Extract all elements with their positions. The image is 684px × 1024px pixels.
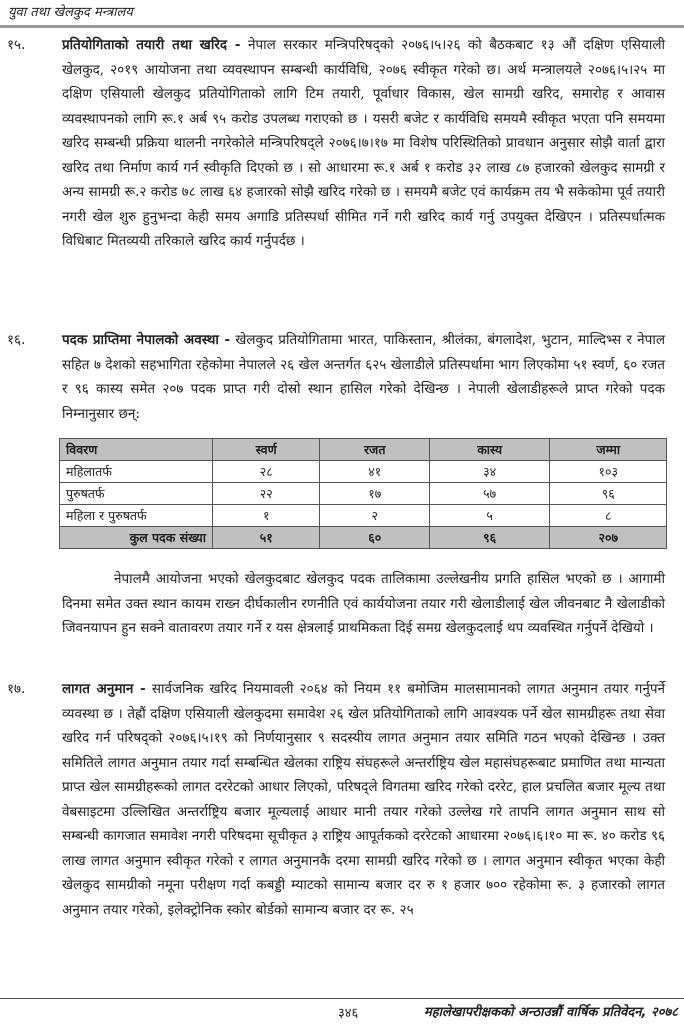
section-text: खेलकुद प्रतियोगितामा भारत, पाकिस्तान, श्रीलंका, बंगलादेश, भुटान, माल्दिभ्स र नेपाल सहित ७ देशको सहभागिता रहेकोमा नेपालले २६ खेल अन्तर्गत ६२५ खेलाडीले प्रतिस्पर्धामा भाग लिएकोमा ५१ स्वर्ण, ६० रजत र ९६ कास्य समेत २०७ पदक प्राप्त गरी दोस्रो स्थान हासिल गरेको देखिन्छ । नेपाली खेलाडीहरूले प्राप्त गरेको पदक निम्नानुसार छन्:: [62, 332, 665, 422]
page-number: ३४६: [338, 1006, 359, 1021]
section-title: लागत अनुमान -: [62, 681, 146, 697]
section-body: [62, 677, 665, 922]
section-body: [62, 328, 665, 426]
section-title: पदक प्राप्तिमा नेपालको अवस्था -: [62, 332, 231, 348]
section-text: नेपाल सरकार मन्त्रिपरिषद्को २०७६।५।२६ को बैठकबाट १३ औं दक्षिण एसियाली खेलकुद, २०१९ आयोजना तथा व्यवस्थापन सम्बन्धी कार्यविधि, २०७६ स्वीकृत गरेको छ। अर्थ मन्त्रालयले २०७६।५।२५ मा दक्षिण एसियाली खेलकुद प्रतियोगिताको लागि टिम तयारी, पूर्वाधार विकास, खेल सामग्री खरिद, समारोह र आवास व्यवस्थापनको लागि रू.१ अर्ब ९५ करोड उपलब्ध गराएको छ । यसरी बजेट र कार्यविधि समयमै स्वीकृत भएता पनि समयमा खरिद सम्बन्धी प्रक्रिया थालनी नगरेकोले मन्त्रिपरिषद्ले २०७६।७।१७ मा विशेष परिस्थितिको प्रावधान अनुसार सोझै वार्ता द्वारा खरिद तथा निर्माण कार्य गर्न स्वीकृति दिएको छ । सो आधारमा रू.१ अर्ब १ करोड ३२ लाख ८७ हजारको खेलकुद सामग्री र अन्य सामग्री रू.२ करोड ७८ लाख ६४ हजारको सोझै खरिद गरेको छ । समयमै बजेट एवं कार्यक्रम तय भै सकेकोमा पूर्व तयारी नगरी खेल शुरु हुनुभन्दा केही समय अगाडि प्रतिस्पर्धा सीमित गर्ने गरी खरिद कार्य गर्नु उपयुक्त देखिएन । प्रतिस्पर्धात्मक विधिबाट मितव्ययी तरिकाले खरिद कार्य गर्नुपर्दछ ।: [62, 37, 665, 249]
total-bronze: ९६: [429, 527, 549, 549]
col-header-silver: रजत: [320, 439, 430, 461]
total-silver: ६०: [320, 527, 430, 549]
col-header-gold: स्वर्ण: [213, 439, 320, 461]
medal-table: [59, 438, 667, 549]
cell-total: ८: [550, 505, 667, 527]
cell-gold: १: [213, 505, 320, 527]
row-label: पुरुषतर्फ: [60, 483, 213, 505]
cell-total: १०३: [550, 461, 667, 483]
total-gold: ५१: [213, 527, 320, 549]
footer-rule: [0, 998, 684, 999]
row-label: महिलातर्फ: [60, 461, 213, 483]
table-total-row: [60, 527, 667, 549]
cell-bronze: ५७: [429, 483, 549, 505]
section-number: १५.: [7, 37, 26, 53]
row-label: महिला र पुरुषतर्फ: [60, 505, 213, 527]
table-row: [60, 461, 667, 483]
section-text: सार्वजनिक खरिद नियमावली २०६४ को नियम ११ बमोजिम मालसामानको लागत अनुमान तयार गर्नुपर्ने व्यवस्था छ । तेह्रौं दक्षिण एसियाली खेलकुदमा समावेश २६ खेल प्रतियोगिताको लागि आवश्यक पर्ने खेल सामग्रीहरू तथा सेवा खरिद गर्न परिषद्को २०७६।५।१९ को निर्णयानुसार ९ सदस्यीय लागत अनुमान तयार समिति गठन भएको देखिन्छ । उक्त समितिले लागत अनुमान तयार गर्दा सम्बन्धित खेलका राष्ट्रिय संघहरूले अन्तर्राष्ट्रिय खेल महासंघहरूबाट प्रमाणित तथा मान्यता प्राप्त खेल सामग्रीहरूको लागत दररेटको आधार लिएको, परिषद्ले विगतमा खरिद गरेको दररेट, हाल प्रचलित बजार मूल्य तथा वेबसाइटमा उल्लिखित अन्तर्राष्ट्रिय बजार मूल्यलाई आधार मानी तयार गरेको उल्लेख गरे तापनि लागत अनुमान साथ सो सम्बन्धी कागजात समावेश नगरी परिषदमा सूचीकृत ३ राष्ट्रिय आपूर्तकको दररेटको आधारमा २०७६।६।१० मा रू. ४० करोड ९६ लाख लागत अनुमान स्वीकृत गरेको र लागत अनुमानकै दरमा सामग्री खरिद गरेको छ । लागत अनुमान स्वीकृत भएका केही खेलकुद सामग्रीको नमूना परीक्षण गर्दा कबड्डी म्याटको सामान्य बजार दर रु १ हजार ७०० रहेकोमा रू. ३ हजारको लागत अनुमान तयार गरेको, इलेक्ट्रोनिक स्कोर बोर्डको सामान्य बजार दर रू. २५: [62, 681, 665, 918]
paragraph-text: नेपालमै आयोजना भएको खेलकुदबाट खेलकुद पदक तालिकामा उल्लेखनीय प्रगति हासिल भएको छ । आगामी दिनमा समेत उक्त स्थान कायम राख्न दीर्घकालीन रणनीति एवं कार्ययोजना तयार गरी खेलाडीलाई खेल जीवनबाट नै खेलाडीको जिवनयापन हुन सक्ने वातावरण तयार गर्ने र यस क्षेत्रलाई प्राथमिकता दिई समग्र खेलकुदलाई थप व्यवस्थित गर्नुपर्ने देखियो ।: [62, 571, 665, 636]
cell-silver: ४१: [320, 461, 430, 483]
col-header-description: विवरण: [60, 439, 213, 461]
cell-bronze: ५: [429, 505, 549, 527]
section-title: प्रतियोगिताको तयारी तथा खरिद -: [62, 37, 241, 53]
report-title: महालेखापरीक्षकको अन्ठाउन्नौं वार्षिक प्रतिवेदन, २०७८: [423, 1005, 678, 1020]
section-number: १६.: [7, 332, 26, 348]
cell-gold: २२: [213, 483, 320, 505]
total-label: कुल पदक संख्या: [60, 527, 213, 549]
table-header-row: [60, 439, 667, 461]
section-body: [62, 33, 665, 254]
section-number: १७.: [7, 681, 26, 697]
header-rule: [0, 25, 684, 28]
cell-bronze: ३४: [429, 461, 549, 483]
cell-silver: २: [320, 505, 430, 527]
running-header: युवा तथा खेलकुद मन्त्रालय: [8, 5, 133, 20]
col-header-bronze: कास्य: [429, 439, 549, 461]
col-header-total: जम्मा: [550, 439, 667, 461]
cell-gold: २८: [213, 461, 320, 483]
cell-total: ९६: [550, 483, 667, 505]
table-row: [60, 505, 667, 527]
total-total: २०७: [550, 527, 667, 549]
table-row: [60, 483, 667, 505]
cell-silver: १७: [320, 483, 430, 505]
